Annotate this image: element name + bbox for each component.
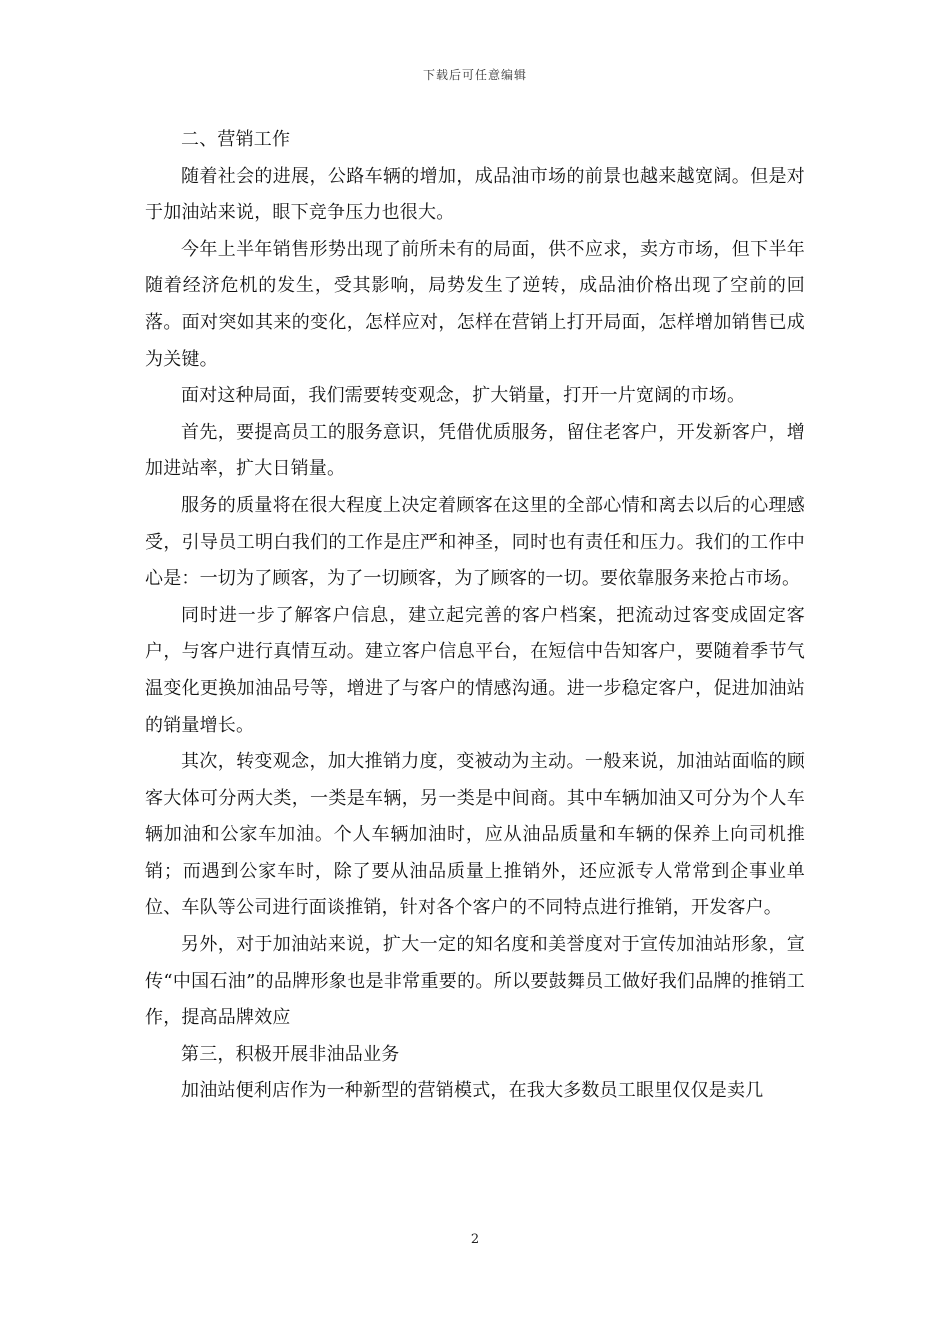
paragraph: 今年上半年销售形势出现了前所未有的局面，供不应求，卖方市场，但下半年随着经济危机的发生，受其影响，局势发生了逆转，成品油价格出现了空前的回落。面对突如其来的变化，怎样应对，怎样在营销上打开局面，怎样增加销售已成为关键。 [145, 238, 805, 370]
document-body [145, 122, 805, 1110]
paragraph: 服务的质量将在很大程度上决定着顾客在这里的全部心情和离去以后的心理感受，引导员工明白我们的工作是庄严和神圣，同时也有责任和压力。我们的工作中心是：一切为了顾客，为了一切顾客，为了顾客的一切。要依靠服务来抢占市场。 [145, 494, 805, 590]
paragraph: 首先，要提高员工的服务意识，凭借优质服务，留住老客户，开发新客户，增加进站率，扩大日销量。 [145, 421, 805, 480]
paragraph: 面对这种局面，我们需要转变观念，扩大销量，打开一片宽阔的市场。 [181, 385, 746, 407]
paragraph: 另外，对于加油站来说，扩大一定的知名度和美誉度对于宣传加油站形象，宣传“中国石油”的品牌形象也是非常重要的。所以要鼓舞员工做好我们品牌的推销工作，提高品牌效应 [145, 934, 805, 1029]
page-header: 下载后可任意编辑 [422, 68, 527, 82]
paragraph: 其次，转变观念，加大推销力度，变被动为主动。一般来说，加油站面临的顾客大体可分两大类，一类是车辆，另一类是中间商。其中车辆加油又可分为个人车辆加油和公家车加油。个人车辆加油时，应从油品质量和车辆的保养上向司机推销；而遇到公家车时，除了要从油品质量上推销外，还应派专人常常到企事业单位、车队等公司进行面谈推销，针对各个客户的不同特点进行推销，开发客户。 [145, 751, 805, 919]
paragraph: 加油站便利店作为一种新型的营销模式，在我大多数员工眼里仅仅是卖几 [181, 1080, 764, 1102]
page-number: 2 [470, 1232, 480, 1247]
section-heading: 二、营销工作 [181, 129, 291, 150]
paragraph: 同时进一步了解客户信息，建立起完善的客户档案，把流动过客变成固定客户，与客户进行真情互动。建立客户信息平台，在短信中告知客户，要随着季节气温变化更换加油品号等，增进了与客户的情感沟通。进一步稳定客户，促进加油站的销量增长。 [145, 604, 805, 736]
subsection-heading: 第三，积极开展非油品业务 [181, 1043, 400, 1065]
paragraph: 随着社会的进展，公路车辆的增加，成品油市场的前景也越来越宽阔。但是对于加油站来说，眼下竞争压力也很大。 [145, 165, 805, 224]
